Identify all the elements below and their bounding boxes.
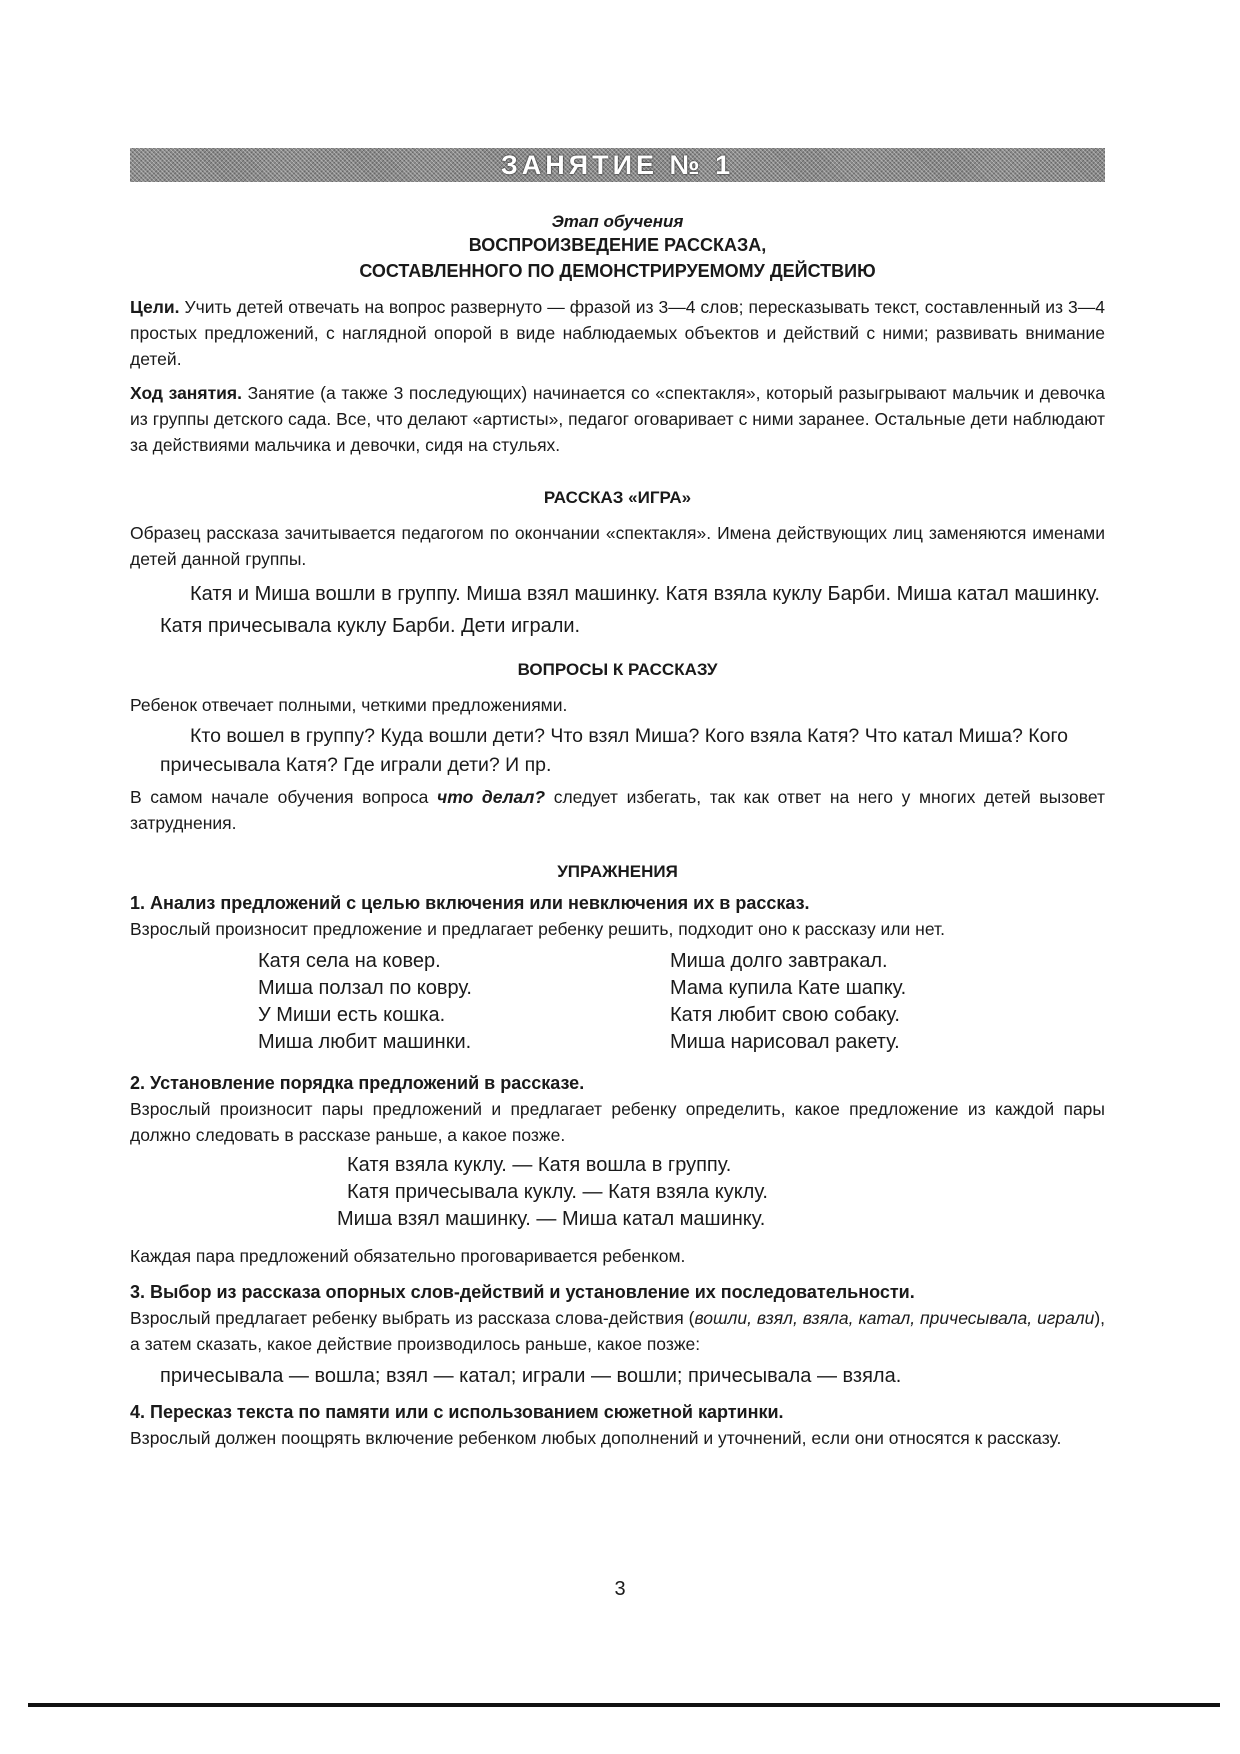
questions-note-after: следует избегать, так как ответ на него у многих детей вызовет затруднения. xyxy=(130,787,1105,833)
exercise-3-text xyxy=(130,1305,1105,1357)
course-paragraph xyxy=(130,380,1105,458)
exercise-2-note: Каждая пара предложений обязательно проговаривается ребенком. xyxy=(130,1246,686,1266)
bottom-rule xyxy=(28,1703,1220,1707)
exercise-3-text-before: Взрослый предлагает ребенку выбрать из рассказа слова-действия ( xyxy=(130,1308,695,1328)
exercise-1-sentences xyxy=(130,948,1105,1056)
questions-note xyxy=(130,784,1105,836)
exercise-3-title: 3. Выбор из рассказа опорных слов-действий и установление их последовательности. xyxy=(130,1282,915,1302)
exercise-1-left-column xyxy=(258,948,670,1056)
sentence-item: Катя любит свою собаку. xyxy=(670,1004,900,1026)
sentence-item: Миша долго завтракал. xyxy=(670,950,888,972)
page-number: 3 xyxy=(614,1578,626,1600)
goals-text: Учить детей отвечать на вопрос развернуто — фразой из 3—4 слов; пересказывать текст, составленный из 3—4 простых предложений, с наглядной опорой в виде наблюдаемых объектов и действий с ними; развивать внимание детей. xyxy=(130,297,1105,369)
sentence-item: Катя села на ковер. xyxy=(258,950,441,972)
pair-item: Миша взял машинку. — Миша катал машинку. xyxy=(337,1208,766,1230)
exercise-4-text: Взрослый должен поощрять включение ребенком любых дополнений и уточнений, если они относятся к рассказу. xyxy=(130,1428,1062,1448)
exercise-3-text-after: ), а затем сказать, какое действие производилось раньше, какое позже: xyxy=(130,1308,1106,1354)
pair-item: Катя взяла куклу. — Катя вошла в группу. xyxy=(347,1154,732,1176)
story-intro: Образец рассказа зачитывается педагогом по окончании «спектакля». Имена действующих лиц заменяются именами детей данной группы. xyxy=(130,523,1105,569)
course-text: Занятие (а также 3 последующих) начинается со «спектакля», который разыгрывают мальчик и девочка из группы детского сада. Все, что делают «артисты», педагог оговаривает с ними заранее. Остальные дети наблюдают за действиями мальчика и девочки, сидя на стульях. xyxy=(130,383,1105,455)
title-line-2: СОСТАВЛЕННОГО ПО ДЕМОНСТРИРУЕМОМУ ДЕЙСТВИЮ xyxy=(359,261,876,281)
questions-intro: Ребенок отвечает полными, четкими предложениями. xyxy=(130,695,568,715)
pair-item: Катя причесывала куклу. — Катя взяла куклу. xyxy=(347,1181,768,1203)
sentence-item: Миша любит машинки. xyxy=(258,1031,472,1053)
exercise-2-text: Взрослый произносит пары предложений и предлагает ребенку определить, какое предложение из каждой пары должно следовать в рассказе раньше, а какое позже. xyxy=(130,1099,1105,1145)
sentence-item: У Миши есть кошка. xyxy=(258,1004,446,1026)
exercise-2-title: 2. Установление порядка предложений в рассказе. xyxy=(130,1073,585,1093)
questions-note-emphasis: что делал? xyxy=(437,787,546,807)
sentence-item: Миша ползал по ковру. xyxy=(258,977,472,999)
exercise-2-pairs xyxy=(337,1152,1105,1233)
sentence-item: Мама купила Кате шапку. xyxy=(670,977,907,999)
exercise-1-right-column xyxy=(670,948,906,1056)
goals-label: Цели. xyxy=(130,297,180,317)
page-content xyxy=(130,148,1105,1451)
story-heading: РАССКАЗ «ИГРА» xyxy=(543,488,692,507)
exercise-3-sequence: причесывала — вошла; взял — катал; играли — вошли; причесывала — взяла. xyxy=(160,1365,902,1387)
title-line-1: ВОСПРОИЗВЕДЕНИЕ РАССКАЗА, xyxy=(468,235,767,255)
questions-note-before: В самом начале обучения вопроса xyxy=(130,787,438,807)
questions-heading: ВОПРОСЫ К РАССКАЗУ xyxy=(517,660,718,679)
goals-paragraph xyxy=(130,294,1105,372)
sentence-item: Миша нарисовал ракету. xyxy=(670,1031,900,1053)
exercises-heading: УПРАЖНЕНИЯ xyxy=(557,862,678,881)
stage-label: Этап обучения xyxy=(551,212,684,231)
exercise-1-text: Взрослый произносит предложение и предлагает ребенку решить, подходит оно к рассказу или нет. xyxy=(130,919,945,939)
course-label: Ход занятия. xyxy=(130,383,242,403)
story-text: Катя и Миша вошли в группу. Миша взял машинку. Катя взяла куклу Барби. Миша катал машинку. Катя причесывала куклу Барби. Дети играли. xyxy=(160,583,1100,637)
questions-text: Кто вошел в группу? Куда вошли дети? Что взял Миша? Кого взяла Катя? Что катал Миша? Кого причесывала Катя? Где играли дети? И пр. xyxy=(160,725,1069,776)
exercise-3-words: вошли, взял, взяла, катал, причесывала, играли xyxy=(694,1308,1095,1328)
exercise-1-title: 1. Анализ предложений с целью включения или невключения их в рассказ. xyxy=(130,893,810,913)
exercise-4-title: 4. Пересказ текста по памяти или с использованием сюжетной картинки. xyxy=(130,1402,784,1422)
lesson-banner xyxy=(130,148,1105,182)
lesson-banner-title: ЗАНЯТИЕ № 1 xyxy=(500,150,735,180)
